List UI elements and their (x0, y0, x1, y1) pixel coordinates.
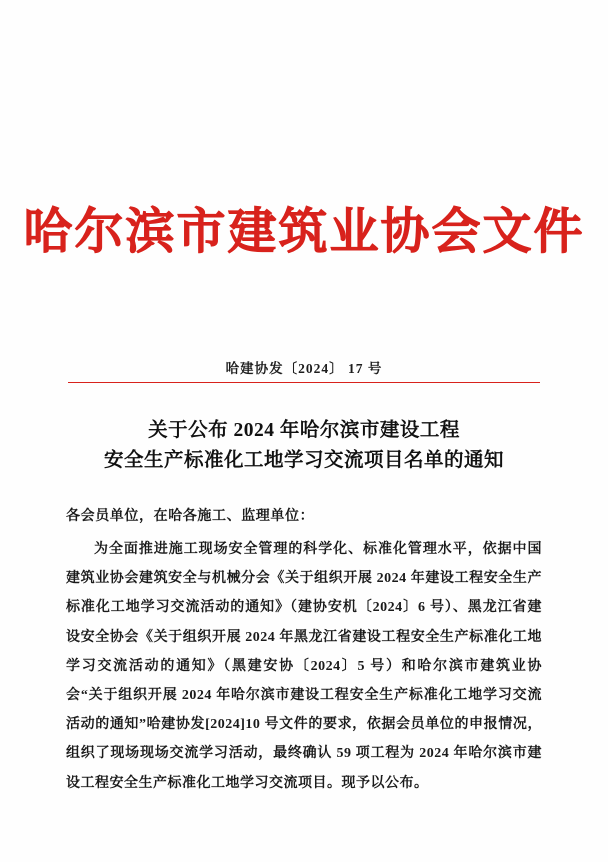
salutation: 各会员单位，在哈各施工、监理单位： (66, 509, 315, 524)
red-divider-rule (68, 382, 540, 383)
page-title-line-2: 安全生产标准化工地学习交流项目名单的通知 (103, 450, 504, 472)
page-title-line-1: 关于公布 2024 年哈尔滨市建设工程 (148, 420, 460, 441)
body-text (66, 535, 542, 798)
document-number: 哈建协发〔2024〕 17 号 (225, 361, 383, 376)
body-paragraph: 为全面推进施工现场安全管理的科学化、标准化管理水平，依据中国建筑业协会建筑安全与机械分会《关于组织开展 2024 年建设工程安全生产标准化工地学习交流活动的通知》（建协安机〔2024〕6 号）、黑龙江省建设安全协会《关于组织开展 2024 年黑龙江省建设工程安全生产标准化工地学习交流活动的通知》（黑建安协〔2024〕5 号）和哈尔滨市建筑业协会“关于组织开展 2024 年哈尔滨市建设工程安全生产标准化工地学习交流活动的通知”哈建协发[2024]10 号文件的要求，依据会员单位的申报情况，组织了现场现场交流学习活动，最终确认 59 项工程为 2024 年哈尔滨市建设工程安全生产标准化工地学习交流项目。现予以公布。 (66, 542, 542, 791)
masthead-title: 哈尔滨市建筑业协会文件 (23, 204, 585, 259)
page-title (60, 416, 548, 476)
